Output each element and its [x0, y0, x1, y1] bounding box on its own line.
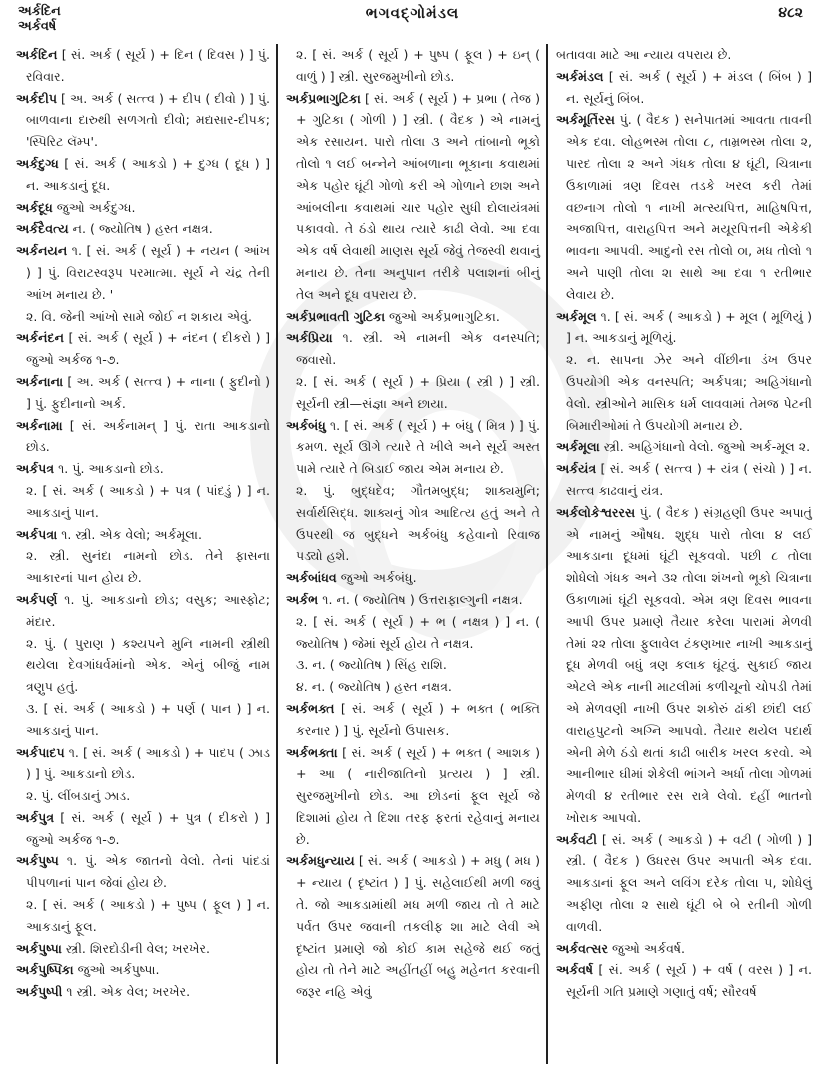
headword: અર્કમંડલ: [556, 68, 604, 84]
definition-text: ન. ( જ્યોતિષ ) હસ્ત નક્ષત્ર.: [68, 221, 213, 237]
headword: અર્કવત્સર: [556, 940, 608, 956]
page-header: [0, 0, 825, 44]
entry-continuation: [16, 306, 270, 328]
definition-text: પું. ( વૈદક ) સંગ્રહણી ઉપર અપાતું એ નામનું ઔષધ. શુદ્ધ પારો તોલા ૪ લઈ આકડાના દૂધમાં ઘૂંટી સૂકવવો. પછી ૮ તોલા શોધેલો ગંધક અને ૩૨ તોલા શંખનો ભૂકો ચિત્રાના ઉકાળામાં ઘૂંટી સૂકવવો. એમ ત્રણ દિવસ ભાવના આપી ઉપર પ્રમાણે તૈયાર કરેલા પારામાં મેળવી તેમાં ૨૨ તોલા ફુલાવેલ ટંકણખાર નાખી આકડાનું દૂધ મેળવી બધું ત્રણ કલાક ઘૂંટવું. સુકાઈ જાય એટલે એક નાની માટલીમાં કળીચૂનો ચોપડી તેમાં એ મેળવણી નાખી ઉપર શકોરું ઢાંકી છાંદી લઈ વારાહપુટનો અગ્નિ આપવો. તૈયાર થયેલ પદાર્થ એની મેળે ઠંડો થતાં કાઢી બારીક ખરલ કરવો. એ આનીભાર ઘીમાં શેકેલી ભાંગને અર્ધા તોલા ગોળમાં મેળવી ૪ રતીભાર રસ રાત્રે લેવો. દહીં ભાતનો ખોરાક આપવો.: [566, 504, 812, 825]
definition-text: સ્ત્રી. અહિગંધાનો વેલો. જુઓ અર્ક-મૂલ ૨.: [599, 439, 811, 455]
definition-text: ૨. ન. સાપના ઝેર અને વીંછીના ડંખ ઉપર ઉપયોગી એક વનસ્પતિ; અર્કપત્રા; અહિગંધાનો વેલો. સ્ત્રીઓને માસિક ધર્મ લાવવામાં તેમજ પેટની બિમારીઓમાં તે ઉપયોગી મનાય છે.: [566, 352, 812, 433]
headword: અર્કપુષ્પા: [16, 940, 62, 956]
headword: અર્કવટી: [556, 831, 597, 847]
headword: અર્કમૂલા: [556, 439, 600, 455]
headword: અર્કભ: [286, 591, 319, 607]
definition-text: જુઓ અર્કબંધુ.: [336, 570, 417, 586]
entry-continuation: [286, 371, 540, 415]
dictionary-entry: [16, 458, 270, 480]
definition-text: ૨. [ સં. અર્ક ( સૂર્ય ) + પ્રિયા ( સ્ત્રી ) ] સ્ત્રી. સૂર્યની સ્ત્રી—સંજ્ઞા અને છાયા.: [296, 373, 540, 411]
dictionary-entry: [16, 981, 270, 1003]
column-2: [278, 44, 548, 1064]
headword: અર્કદૈવત્ય: [16, 221, 69, 237]
definition-text: ૪. ન. ( જ્યોતિષ ) હસ્ત નક્ષત્ર.: [296, 679, 452, 695]
definition-text: ૨. [ સં. અર્ક ( આકડો ) + પુષ્પ ( ફૂલ ) ] ન. આકડાનું ફૂલ.: [26, 897, 270, 934]
definition-text: [ સં. અર્ક ( સત્ત્વ ) + યંત્ર ( સંચો ) ] ન. સત્ત્વ કાઢવાનું યંત્ર.: [566, 461, 812, 498]
dictionary-entry: [556, 938, 812, 960]
definition-text: [ સં. અર્ક ( આકડો ) + વટી ( ગોળી ) ] સ્ત્રી. ( વૈદક ) ઉધરસ ઉપર અપાતી એક દવા. આકડાનાં ફૂલ અને લવિંગ દરેક તોલા ૫, શોધેલું અફીણ તોલા ૨ સાથે ઘૂંટી બે બે રતીની ગોળી વાળવી.: [566, 831, 812, 934]
dictionary-entry: [286, 589, 540, 611]
entry-continuation: [16, 698, 270, 742]
entry-continuation: [286, 480, 540, 567]
headword: અર્કમધુન્યાય: [286, 853, 355, 869]
headword: અર્કપ્રભાવતી ગુટિકા: [286, 308, 386, 324]
dictionary-entry: [286, 698, 540, 742]
columns: [10, 44, 818, 1064]
definition-text: જુઓ અર્કદુગ્ધ.: [52, 199, 136, 215]
running-title: ભગવદ્ગોમંડલ: [365, 4, 460, 22]
headword: અર્કપર્ણ: [16, 591, 58, 607]
headword: અર્કનાના: [16, 373, 64, 389]
definition-text: ૧. પું. આકડાનો છોડ.: [54, 461, 164, 477]
dictionary-entry: [556, 66, 812, 110]
column-3: [548, 44, 818, 1064]
entry-continuation: [286, 44, 540, 88]
headword: અર્કપુત્ર: [16, 809, 55, 825]
headword: અર્કપુષ્પિકા: [16, 962, 74, 978]
dictionary-entry: [16, 371, 270, 415]
definition-text: [ સં. અર્ક ( સૂર્ય ) + નંદન ( દીકરો ) ] જુઓ અર્કજ ૧-૭.: [26, 330, 270, 368]
definition-text: ૨. પું. ( પુરાણ ) કશ્યપને મુનિ નામની સ્ત્રીથી થયેલા દેવગાંધર્વમાંનો એક. એનું બીજું નામ ત્રણુપ હતું.: [26, 635, 270, 695]
entry-continuation: [556, 349, 812, 436]
dictionary-entry: [16, 153, 270, 197]
definition-text: [ સં. અર્ક ( સૂર્ય ) + દિન ( દિવસ ) ] પું. રવિવાર.: [26, 47, 270, 84]
headword: અર્કનયન: [16, 243, 68, 259]
definition-text: ૧. સ્ત્રી. એ નામની એક વનસ્પતિ; જવાસો.: [296, 330, 540, 368]
dictionary-entry: [16, 197, 270, 219]
entry-continuation: [286, 676, 540, 698]
dictionary-entry: [16, 44, 270, 88]
dictionary-entry: [16, 240, 270, 305]
definition-text: ૧. [ સં. અર્ક ( આકડો ) + પાદપ ( ઝાડ ) ] પું. આકડાનો છોડ.: [26, 744, 270, 782]
definition-text: [ સં. અર્ક ( આકડો ) + દુગ્ધ ( દૂધ ) ] ન. આકડાનું દૂધ.: [26, 155, 270, 193]
headword: અર્કપુષ્પી: [16, 984, 63, 1000]
entry-continuation: [16, 894, 270, 938]
dictionary-entry: [16, 959, 270, 981]
definition-text: ૧. ન. ( જ્યોતિષ ) ઉત્તરાફાલ્ગુની નક્ષત્ર.: [318, 591, 523, 607]
headword: અર્કદિન: [16, 47, 58, 62]
definition-text: ૧. પું. એક જાતનો વેલો. તેનાં પાંદડાં પીપળાનાં પાન જેવાં હોય છે.: [26, 853, 270, 891]
headword: અર્કયંત્ર: [556, 461, 597, 477]
definition-text: [ સં. અર્કનામન્ ] પું. રાતા આકડાનો છોડ.: [26, 417, 270, 455]
headword: અર્કપ્રિયા: [286, 330, 333, 346]
definition-text: [ અ. અર્ક ( સત્ત્વ ) + દીપ ( દીવો ) ] પું. બાળવાના દારુથી સળગતો દીવો; મદ્યસાર-દીપક; 'સ્પિરિટ લૅમ્પ'.: [26, 90, 270, 150]
headword: અર્કબંધુ: [286, 417, 326, 433]
dictionary-entry: [556, 502, 812, 829]
definition-text: ૨. સ્ત્રી. સુનંદા નામનો છોડ. તેને ફાસના આકારનાં પાન હોય છે.: [26, 548, 270, 586]
guide-word-last: અર્કવર્ષ: [18, 19, 57, 34]
dictionary-entry: [16, 524, 270, 546]
dictionary-entry: [556, 306, 812, 350]
dictionary-entry: [286, 306, 540, 328]
headword: અર્કદુગ્ધ: [16, 155, 59, 171]
headword: અર્કપ્રભાગુટિકા: [286, 90, 361, 106]
definition-text: [ સં. અર્ક ( સૂર્ય ) + મંડલ ( બિંબ ) ] ન. સૂર્યનું બિંબ.: [566, 68, 812, 106]
definition-text: ૧. પું. આકડાનો છોડ; વસુક; આસ્ફોટ; મંદાર.: [26, 591, 270, 629]
definition-text: ૨. [ સં. અર્ક ( સૂર્ય ) + ભ ( નક્ષત્ર ) ] ન. ( જ્યોતિષ ) જેમાં સૂર્ય હોય તે નક્ષત્ર.: [296, 613, 540, 651]
headword: અર્કવર્ષ: [556, 962, 594, 978]
dictionary-entry: [16, 327, 270, 371]
headword: અર્કપુષ્પ: [16, 853, 59, 869]
dictionary-entry: [286, 850, 540, 1003]
definition-text: [ સં. અર્ક ( સૂર્ય ) + પુત્ર ( દીકરો ) ] જુઓ અર્કજ ૧-૭.: [26, 809, 270, 847]
definition-text: ૨. પું. બુદ્ધદેવ; ગૌતમબુદ્ધ; શાક્યમુનિ; સર્વાર્થસિદ્ધ. શાક્યનું ગોત્ર આદિત્ય હતું અને તે ઉપરથી જ બુદ્ધને અર્કબંધુ કહેવાનો રિવાજ પડ્યો હશે.: [296, 482, 540, 564]
definition-text: [ સં. અર્ક ( સૂર્ય ) + વર્ષ ( વરસ ) ] ન. સૂર્યની ગતિ પ્રમાણે ગણાતું વર્ષ; સૌરવર્ષ: [566, 962, 812, 1000]
headword: અર્કપત્રા: [16, 526, 58, 542]
headword: અર્કપાદપ: [16, 744, 65, 760]
dictionary-entry: [556, 458, 812, 502]
headword: અર્કદૂધ: [16, 199, 53, 215]
definition-text: ૩. [ સં. અર્ક ( આકડો ) + પર્ણ ( પાન ) ] ન. આકડાનું પાન.: [26, 700, 270, 738]
definition-text: ૩. ન. ( જ્યોતિષ ) સિંહ રાશિ.: [296, 657, 447, 673]
entry-continuation: [286, 654, 540, 676]
dictionary-entry: [556, 829, 812, 938]
entry-continuation: [556, 44, 812, 66]
dictionary-entry: [286, 88, 540, 306]
column-1: [10, 44, 278, 1064]
headword: અર્કપત્ર: [16, 461, 55, 477]
dictionary-entry: [556, 109, 812, 305]
headword: અર્કભક્તા: [286, 744, 338, 760]
headword: અર્કલોકેશ્વરરસ: [556, 504, 636, 520]
dictionary-entry: [16, 850, 270, 894]
definition-text: જુઓ અર્કપ્રભાગુટિકા.: [385, 308, 500, 324]
page-number: ૪૮૨: [778, 5, 803, 21]
dictionary-entry: [556, 436, 812, 458]
entry-continuation: [16, 480, 270, 524]
dictionary-entry: [286, 415, 540, 480]
definition-text: [ સં. અર્ક ( સૂર્ય ) + ભક્ત ( આશક ) + આ ( નારીજાતિનો પ્રત્યય ) ] સ્ત્રી. સુરજમુખીનો છોડ. આ છોડનાં ફૂલ સૂર્ય જે દિશામાં હોય તે દિશા તરફ ફરતાં રહેવાનું મનાય છે.: [296, 744, 540, 847]
entry-continuation: [286, 611, 540, 655]
definition-text: [ સં. અર્ક ( આકડો ) + મધુ ( મધ ) + ન્યાય ( દૃષ્ટાંત ) ] પું. સહેલાઈથી મળી જવું તે. જો આકડામાંથી મધ મળી જાય તો તે માટે પર્વત ઉપર જવાની તકલીફ શા માટે લેવી એ દૃષ્ટાંત પ્રમાણે જો કોઈ કામ સહેજે થઈ જતું હોય તો તેને માટે અહીંતહીં બહુ મહેનત કરવાની જરૂર નહિ એવું: [296, 853, 540, 1000]
entry-continuation: [16, 785, 270, 807]
dictionary-entry: [16, 807, 270, 851]
headword: અર્કનંદન: [16, 330, 64, 346]
definition-text: ૨. પું. લીંબડાનું ઝાડ.: [26, 788, 131, 804]
definition-text: [ સં. અર્ક ( સૂર્ય ) + ભક્ત ( ભક્તિ કરનાર ) ] પું. સૂર્યનો ઉપાસક.: [296, 700, 540, 738]
headword: અર્કમૂર્તિરસ: [556, 112, 615, 128]
dictionary-entry: [286, 327, 540, 371]
headword: અર્કભક્ત: [286, 700, 335, 716]
dictionary-entry: [16, 938, 270, 960]
headword: અર્કનામા: [16, 417, 63, 433]
dictionary-entry: [16, 415, 270, 459]
definition-text: ૧. [ સં. અર્ક ( સૂર્ય ) + બંધુ ( મિત્ર ) ] પું. કમળ. સૂર્ય ઊગે ત્યારે તે ખીલે અને સૂર્ય અસ્ત પામે ત્યારે તે બિડાઈ જાય એમ મનાય છે.: [296, 417, 540, 477]
dictionary-entry: [286, 567, 540, 589]
definition-text: પું. ( વૈદક ) સનેપાતમાં આવતા તાવની એક દવા. લોહભસ્મ તોલા ૮, તામ્રભસ્મ તોલા ૨, પારદ તોલા ૨ અને ગંધક તોલા ૪ ઘૂંટી, ચિત્રાના ઉકાળામાં ત્રણ દિવસ તડકે ખરલ કરી તેમાં વછનાગ તોલો ૧ નાખી મત્સ્યપિત્ત, માહિષપિત્ત, અજાપિત્ત, વારાહપિત્ત અને મયૂરપિત્તની એકેકી ભાવના આપવી. આદુનો રસ તોલો ૦ા, મધ તોલો ૧ અને પાણી તોલા ૨ા સાથે આ દવા ૧ રતીભાર લેવાય છે.: [566, 112, 812, 302]
definition-text: ૧. [ સં. અર્ક ( સૂર્ય ) + નયન ( આંખ ) ] પું. વિરાટસ્વરૂપ પરમાત્મા. સૂર્ય ને ચંદ્ર તેની આંખ મનાય છે. ': [26, 243, 270, 302]
headword: અર્કબાંધવ: [286, 570, 337, 586]
definition-text: બતાવવા માટે આ ન્યાય વપરાય છે.: [556, 47, 732, 62]
entry-continuation: [16, 545, 270, 589]
definition-text: ૨. [ સં. અર્ક ( આકડો ) + પત્ર ( પાંદડું ) ] ન. આકડાનું પાન.: [26, 482, 270, 520]
guide-word-first: અર્કદિન: [18, 4, 61, 19]
dictionary-entry: [16, 88, 270, 153]
headword: અર્કદીપ: [16, 90, 57, 106]
dictionary-entry: [16, 742, 270, 786]
definition-text: ૨. વિ. જેની આંખો સામે જોઈ ન શકાય એવું.: [26, 308, 253, 324]
headword: અર્કમૂલ: [556, 308, 597, 324]
definition-text: જુઓ અર્કપુષ્પા.: [73, 962, 160, 978]
dictionary-entry: [16, 218, 270, 240]
definition-text: જુઓ અર્કવર્ષ.: [608, 940, 686, 956]
definition-text: ૧. સ્ત્રી. એક વેલો; અર્કમૂલા.: [57, 526, 203, 542]
dictionary-entry: [286, 742, 540, 851]
definition-text: ૧ સ્ત્રી. એક વેલ; ખરખેર.: [62, 984, 191, 1000]
dictionary-entry: [556, 959, 812, 1003]
definition-text: ૨. [ સં. અર્ક ( સૂર્ય ) + પુષ્પ ( ફૂલ ) + ઇન્ ( વાળું ) ] સ્ત્રી. સુરજમુખીનો છોડ.: [296, 47, 540, 84]
definition-text: સ્ત્રી. શિરદોડીની વેલ; ખરખેર.: [61, 940, 211, 956]
entry-continuation: [16, 633, 270, 698]
definition-text: ૧. [ સં. અર્ક ( આકડો ) + મૂલ ( મૂળિયું ) ] ન. આકડાનું મૂળિયું.: [566, 308, 812, 346]
definition-text: [ સં. અર્ક ( સૂર્ય ) + પ્રભા ( તેજ ) + ગુટિકા ( ગોળી ) ] સ્ત્રી. ( વૈદક ) એ નામનું એક રસાયન. પારો તોલા ૩ અને તાંબાનો ભૂકો તોલો ૧ લઈ બન્નેને આંબળાના ભૂકાના કવાથમાં એક પહોર ઘૂંટી ગોળો કરી એ ગોળાને છાશ અને આંબલીના કવાથમાં ચાર પહોર સુધી દોલાયંત્રમાં પકાવવો. તે ઠંડો થાય ત્યારે કાઢી લેવો. આ દવા એક વર્ષ લેવાથી માણસ સૂર્ય જેવું તેજસ્વી થવાનું મનાય છે. તેના અનુપાન તરીકે પલાશનાં બીનું તેલ અને દૂધ વપરાય છે.: [296, 90, 540, 302]
dictionary-entry: [16, 589, 270, 633]
definition-text: [ અ. અર્ક ( સત્ત્વ ) + નાના ( ફુદીનો ) ] પું. ફુદીનાનો અર્ક.: [26, 373, 270, 411]
